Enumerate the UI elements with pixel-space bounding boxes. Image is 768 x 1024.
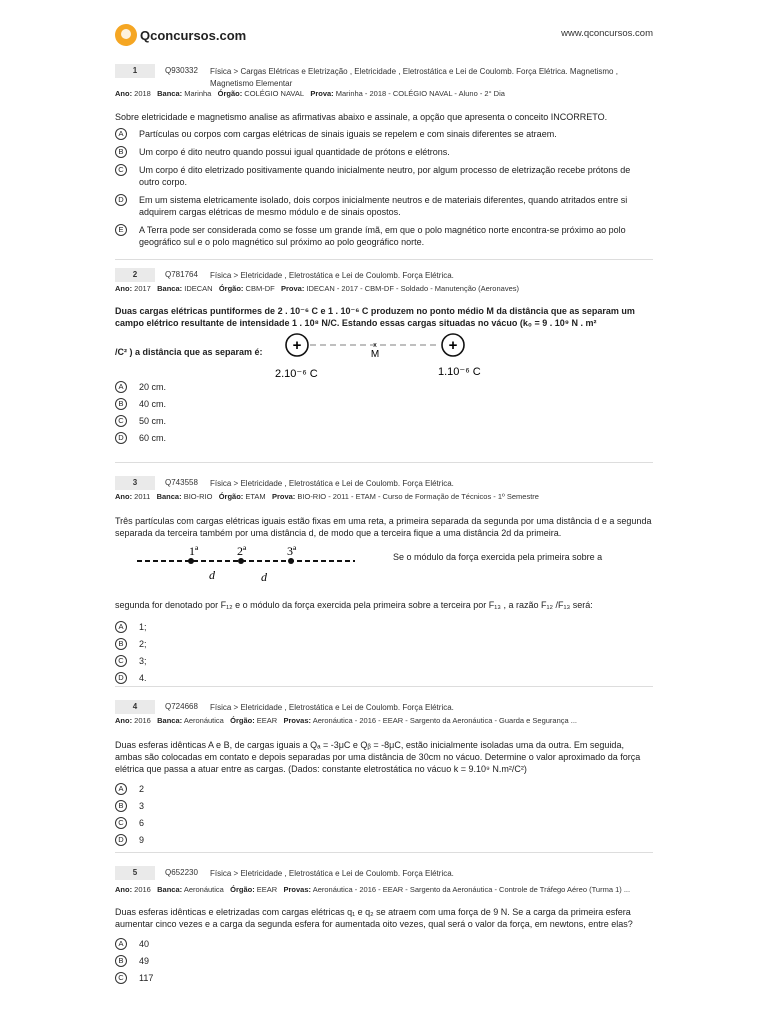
question-id[interactable]: Q930332 bbox=[165, 66, 198, 75]
qconcursos-logo[interactable] bbox=[115, 24, 246, 46]
particles-diagram bbox=[137, 541, 357, 587]
question-2 bbox=[115, 266, 653, 444]
option-d[interactable]: D 60 cm. bbox=[115, 432, 653, 444]
particle-1-label: 1ª bbox=[189, 544, 199, 558]
question-statement: Duas esferas idênticas e eletrizadas com cargas elétricas q₁ e q₂ se atraem com uma força de 9 N. Se a carga da primeira esfera aumentar cinco vezes e a carga da segunda esfera for aumentada oito vezes, qual será o valor da força, em newtons, entre elas? bbox=[115, 907, 633, 929]
question-meta: Ano: 2017 Banca: IDECAN Órgão: CBM-DF Prova: IDECAN - 2017 - CBM-DF - Soldado - Manutenção (Aeronaves) bbox=[115, 284, 519, 293]
question-number: 3 bbox=[115, 476, 155, 490]
question-number: 5 bbox=[115, 866, 155, 880]
option-c[interactable]: C Um corpo é dito eletrizado positivamente quando inicialmente neutro, por algum processo de eletrização recebe prótons de outro corpo. bbox=[115, 164, 653, 188]
charges-figure bbox=[115, 329, 653, 381]
question-id[interactable]: Q781764 bbox=[165, 270, 198, 279]
option-c[interactable]: C 50 cm. bbox=[115, 415, 653, 427]
option-a[interactable]: A Partículas ou corpos com cargas elétricas de sinais iguais se repelem e com sinais diferentes se atraem. bbox=[115, 128, 653, 140]
question-meta: Ano: 2016 Banca: Aeronáutica Órgão: EEAR Provas: Aeronáutica - 2016 - EEAR - Sargento da Aeronáutica - Controle de Tráfego Aéreo (Turma 1) ... bbox=[115, 885, 631, 894]
option-d[interactable]: D 4. bbox=[115, 672, 653, 684]
left-plus: + bbox=[292, 337, 302, 354]
option-d[interactable]: D 9 bbox=[115, 834, 653, 846]
page-header bbox=[0, 0, 768, 60]
question-category: Física > Eletricidade , Eletrostática e Lei de Coulomb. Força Elétrica. bbox=[210, 271, 454, 280]
logo-text: Qconcursos.com bbox=[140, 27, 247, 43]
option-a[interactable]: A 1; bbox=[115, 621, 653, 633]
distance-label-2: d bbox=[261, 570, 267, 584]
question-5 bbox=[115, 864, 653, 984]
option-d[interactable]: D Em um sistema eletricamente isolado, dois corpos inicialmente neutros e de materiais diferentes, quando atritados entre si adquirem cargas elétricas de mesmo módulo e de sinais opostos. bbox=[115, 194, 653, 218]
option-c[interactable]: C 3; bbox=[115, 655, 653, 667]
question-statement: Duas cargas elétricas puntiformes de 2 . 10⁻⁶ C e 1 . 10⁻⁶ C produzem no ponto médio M da distância que as separam um campo elétrico resultante de intensidade 1 . 10⁸ N/C. Estando essas cargas situadas no vácuo (k₀ = 9 . 10⁹ N . m² bbox=[115, 306, 635, 328]
question-category: Física > Eletricidade , Eletrostática e Lei de Coulomb. Força Elétrica. bbox=[210, 869, 454, 878]
option-a[interactable]: A 2 bbox=[115, 783, 653, 795]
question-meta: Ano: 2018 Banca: Marinha Órgão: COLÉGIO NAVAL Prova: Marinha - 2018 - COLÉGIO NAVAL - Aluno - 2° Dia bbox=[115, 89, 505, 98]
question-statement-aside: Se o módulo da força exercida pela primeira sobre a bbox=[393, 552, 603, 562]
option-b[interactable]: B 3 bbox=[115, 800, 653, 812]
option-c[interactable]: C 117 bbox=[115, 972, 653, 984]
right-plus: + bbox=[448, 337, 458, 354]
particles-figure bbox=[115, 541, 653, 589]
divider bbox=[115, 462, 653, 463]
option-b[interactable]: B 49 bbox=[115, 955, 653, 967]
divider bbox=[115, 852, 653, 853]
particle-1 bbox=[188, 558, 194, 564]
site-url[interactable]: www.qconcursos.com bbox=[561, 28, 653, 39]
question-statement: Três partículas com cargas elétricas iguais estão fixas em uma reta, a primeira separada da segunda por uma distância d e a segunda separada da terceira também por uma distância d, de modo que a terceira fique a uma distância 2d da primeira. bbox=[115, 516, 652, 538]
question-statement: Duas esferas idênticas A e B, de cargas iguais a Qₐ = -3μC e Qᵦ = -8μC, estão inicialmente isoladas uma da outra. Em seguida, ambas são colocadas em contato e depois separadas por uma distância de 30cm no vácuo. Determine o valor aproximado da força elétrica que passa a atuar entre as cargas. (Dados: constante eletrostática no vácuo k = 9.10⁹ N.m²/C²) bbox=[115, 740, 641, 774]
question-id[interactable]: Q652230 bbox=[165, 868, 198, 877]
options-list bbox=[115, 381, 653, 444]
question-statement-cont: segunda for denotado por F₁₂ e o módulo da força exercida pela primeira sobre a terceira por F₁₃ , a razão F₁₂ /F₁₃ será: bbox=[115, 600, 593, 610]
options-list bbox=[115, 783, 653, 846]
option-b[interactable]: B 2; bbox=[115, 638, 653, 650]
particle-2-label: 2ª bbox=[237, 544, 247, 558]
option-c[interactable]: C 6 bbox=[115, 817, 653, 829]
right-charge-label: 1.10⁻⁶ C bbox=[438, 366, 481, 378]
option-b[interactable]: B Um corpo é dito neutro quando possui igual quantidade de prótons e elétrons. bbox=[115, 146, 653, 158]
option-b[interactable]: B 40 cm. bbox=[115, 398, 653, 410]
question-number: 4 bbox=[115, 700, 155, 714]
divider bbox=[115, 686, 653, 687]
midpoint-label: M bbox=[370, 349, 380, 360]
question-id[interactable]: Q743558 bbox=[165, 478, 198, 487]
option-a[interactable]: A 40 bbox=[115, 938, 653, 950]
options-list bbox=[115, 938, 653, 984]
distance-label-1: d bbox=[209, 568, 215, 582]
particle-3-label: 3ª bbox=[287, 544, 297, 558]
option-e[interactable]: E A Terra pode ser considerada como se fosse um grande ímã, em que o polo magnético norte encontra-se próximo ao polo geográfico sul e o polo magnético sul próximo ao polo geográfico norte. bbox=[115, 224, 653, 248]
question-3 bbox=[115, 474, 653, 684]
options-list bbox=[115, 128, 653, 248]
question-number: 1 bbox=[115, 64, 155, 78]
divider bbox=[115, 259, 653, 260]
charges-diagram bbox=[275, 331, 505, 381]
left-charge-label: 2.10⁻⁶ C bbox=[275, 368, 318, 380]
question-meta: Ano: 2016 Banca: Aeronáutica Órgão: EEAR Provas: Aeronáutica - 2016 - EEAR - Sargento da Aeronáutica - Guarda e Segurança ... bbox=[115, 716, 578, 725]
question-number: 2 bbox=[115, 268, 155, 282]
question-category: Física > Cargas Elétricas e Eletrização , Eletricidade , Eletrostática e Lei de Coulomb. Força Elétrica. Magnetismo , Magnetismo Elementar bbox=[210, 67, 618, 88]
question-statement: Sobre eletricidade e magnetismo analise as afirmativas abaixo e assinale, a opção que apresenta o conceito INCORRETO. bbox=[115, 112, 608, 122]
question-meta: Ano: 2011 Banca: BIO-RIO Órgão: ETAM Prova: BIO-RIO - 2011 - ETAM - Curso de Formação de Técnicos - 1º Semestre bbox=[115, 492, 539, 501]
question-category: Física > Eletricidade , Eletrostática e Lei de Coulomb. Força Elétrica. bbox=[210, 703, 454, 712]
particle-2 bbox=[238, 558, 244, 564]
option-a[interactable]: A 20 cm. bbox=[115, 381, 653, 393]
midpoint-mark: x bbox=[373, 342, 377, 349]
particle-3 bbox=[288, 558, 294, 564]
question-statement-cont: /C² ) a distância que as separam é: bbox=[115, 347, 263, 357]
options-list bbox=[115, 621, 653, 684]
question-4 bbox=[115, 698, 653, 846]
question-category: Física > Eletricidade , Eletrostática e Lei de Coulomb. Força Elétrica. bbox=[210, 479, 454, 488]
question-id[interactable]: Q724668 bbox=[165, 702, 198, 711]
logo-icon bbox=[115, 24, 137, 46]
question-1 bbox=[115, 62, 653, 248]
